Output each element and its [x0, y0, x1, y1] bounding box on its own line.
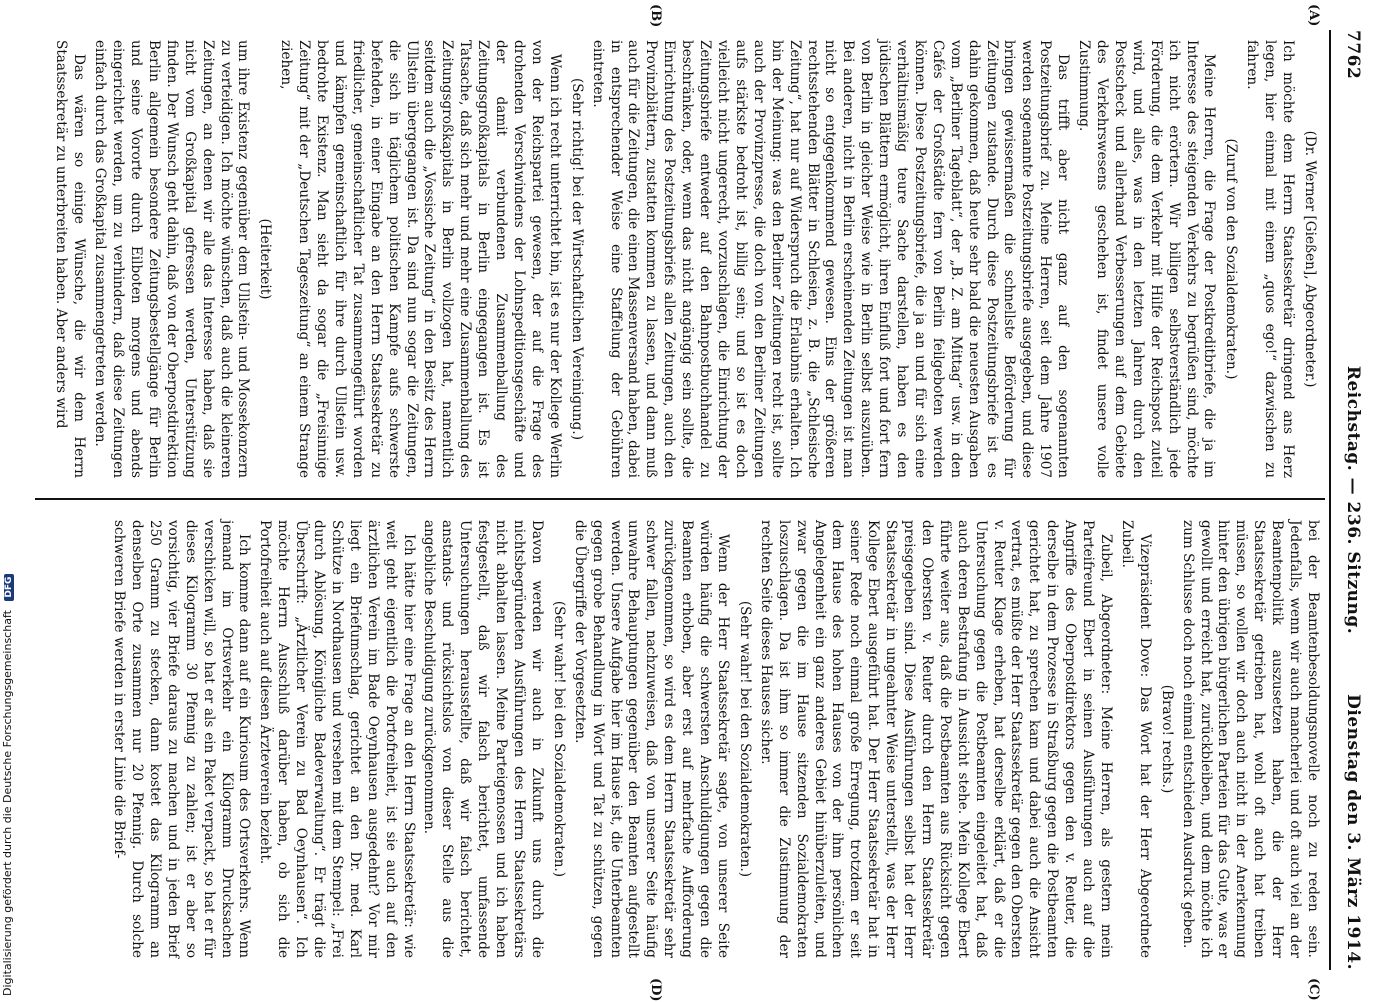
margin-mark-a: (A)	[1306, 4, 1321, 27]
paragraph: um ihre Existenz gegenüber dem Ullstein- und Mossekonzern zu verteidigen. Ich möchte wünschen, daß auch die kleineren Zeitungen, an denen wir alle das Interesse haben, daß sie nicht vom Großkapital gefressen werden, Unterstützung finden. Der Wunsch geht dahin, daß von der Oberpostdirektion Berlin allgemein besondere Zeitungsbestellgänge für Berlin und seine Vororte durch Eilboten morgens und abends eingerichtet werden, um zu verhindern, daß diese Zeitungen einfach durch das Großkapital zusammengetreten werden.	[92, 40, 252, 478]
paragraph: Ich hätte hier eine Frage an den Herrn Staatssekretär: wie weit geht eigentlich die Portofreiheit, ist sie auch auf den ärztlichen Verein im Bade Oeynhausen ausgedehnt? Vor mir liegt ein Briefumschlag, gerichtet an den Dr. med. Karl Schütze in Nordhausen und versehen mit dem Stempel: „Frei durch Ablösung, Königliche Badeverwaltung“. Er trägt die Überschrift: „Ärztlicher Verein zu Bad Oeynhausen“. Ich möchte Herrn Ausschluß darüber haben, ob sich die Portofreiheit auch auf diesen Ärzteverein bezieht.	[257, 520, 417, 958]
paragraph: Davon werden wir auch in Zukunft uns durch die nichtsbegründeten Ausführungen des Herrn Staatssekretärs nicht abhalten lassen. Meine Parteigenossen und ich haben festgestellt, daß wir falsch berichtet, umfassende Untersuchungen herausstellte, daß wir falsch berichtet, anstands- und rücksichtslos von dieser Stelle aus die angebliche Beschuldigung zurückgenommen.	[421, 520, 545, 958]
right-column	[106, 520, 1321, 958]
interjection: (Zuruf von den Sozialdemokraten.)	[1223, 138, 1240, 380]
credit-text: Digitalisierung gefördert durch die Deutsche Forschungsgemeinschaft	[1, 610, 14, 996]
paragraph: Ich komme dann auf ein Kuriosum des Ortsverkehrs. Wenn jemand im Ortsverkehr ein Kilogramm Drucksachen verschicken will, so hat er als ein Paket verpackt, so hat er für dieses Kilogramm 30 Pfennig zu zahlen; ist er aber so vorsichtig, vier Briefe daraus zu machen und in jeden Brief 250 Gramm zu stecken, dann kostet das Kilogramm an denselben Orte zusammen nur 20 Pfennig. Durch solche schweren Briefe werden in erster Linie die Brief-	[111, 520, 253, 958]
digitization-credit	[1, 574, 14, 996]
paragraph: Wenn ich recht unterrichtet bin, ist es nur der Kollege Werlin von der Reichspartei gewesen, der auf die Frage des drohenden Verschwindens der Lohnspeditionsgeschäfte und der damit verbundenen Zusammenballung des Zeitungsgroßkapitals in Berlin eingegangen ist. Es ist Tatsache, daß sich mehr und mehr eine Zusammenballung des Zeitungsgroßkapitals in Berlin vollzogen hat, namentlich seitdem auch die „Vossische Zeitung“ in den Besitz des Herrn Ullstein übergegangen ist. Da sind nun sogar die Zeitungen, die sich in täglichem politischen Kampfe aufs schwerste befehden, in einer Eingabe an den Herrn Staatssekretär zu friedlicher, gemeinschaftlicher Tat zusammengeführt worden und kämpfen gemeinschaftlich für ihre durch Ullstein usw. bedrohte Existenz. Man sieht da sogar die „Freisinnige Zeitung“ mit der „Deutschen Tageszeitung“ an einem Strange ziehen,	[278, 40, 563, 478]
paragraph: Meine Herren, die Frage der Postkreditbriefe, die ja im Interesse des steigenden Verkehrs zu begrüßen sind, möchte ich nicht erörtern. Wir billigen selbstverständlich jede Förderung, die dem Verkehr mit Hilfe der Reichspost zuteil wird, und alles, was in den letzten Jahren durch den Postscheck und allerhand Verbesserungen auf dem Gebiete des Verkehrswesens geschehen ist, findet unsere volle Zustimmung.	[1076, 40, 1218, 478]
interjection: (Sehr richtig! bei der Wirtschaftlichen Vereinigung.)	[568, 77, 585, 441]
paragraph: Wenn der Herr Staatssekretär sagte, von unserer Seite würden häufig die schwersten Anschuldigungen gegen die Beamten erhoben, aber erst auf mehrfache Aufforderung zurückgenommen, so wird es dem Herrn Staatssekretär sehr schwer fallen, nachzuweisen, daß von unserer Seite häufig unwahre Behauptungen gegenüber den Beamten aufgestellt werden. Unsere Aufgabe hier im Hause ist, die Unterbeamten gegen grobe Behandlung in Wort und Tat zu schützen, gegen die Übergriffe der Vorgesetzten.	[571, 520, 731, 958]
column-divider	[35, 498, 1325, 500]
paragraph: Zubeil, Abgeordneter: Meine Herren, als gestern mein Parteifreund Ebert in seinen Ausführungen auch auf die Angriffe des Oberpostdirektors gegen den v. Reuter, die derselbe in dem Prozesse in Straßburg gegen die Postbeamten gerichtet hat, zu sprechen kam und dabei auch die Ansicht vertrat, es müßte der Herr Staatssekretär gegen den Obersten v. Reuter Klage erheben, hat derselbe erklärt, daß er die Untersuchung gegen die Postbeamten eingeleitet hat, daß auch deren Bestrafung in Aussicht stehe. Mein Kollege Ebert führte weiter aus, daß die Postbeamten aus Rücksicht gegen den Obersten v. Reuter durch den Herrn Staatssekretär preisgegeben sind. Diese Ausführungen selbst hat der Herr Staatssekretär in ungeahnter Weise unterstellt, was der Herr Kollege Ebert ausgeführt hat. Der Herr Staatssekretär hat in seiner Rede noch einmal große Erregung, trotzdem er seit dem Hause des hohen Hauses von der ihm persönlichen Angelegenheit ein ganz anderes Gebiet hinüberzuleiten, und zwar gegen die im Hause sitzenden Sozialdemokraten loszuschlagen. Da ist ihm so immer die Zustimmung der rechten Seite dieses Hauses sicher.	[757, 520, 1115, 958]
speaker-line: (Dr. Werner [Gießen], Abgeordneter.)	[1302, 130, 1318, 388]
paragraph: Das trifft aber nicht ganz auf den sogenannten Postzeitungsbrief zu. Meine Herren, seit dem Jahre 1907 werden sogenannte Postzeitungsbriefe ausgegeben, und diese bringen gewissermaßen die schnellste Beförderung für Zeitungen zustande. Durch diese Postzeitungsbriefe ist es dahin gekommen, daß heute sehr bald die neuesten Ausgaben vom „Berliner Tageblatt“, der „B. Z. am Mittag“ usw. in den Cafés der Großstädte fern von Berlin feilgeboten werden können. Diese Postzeitungsbriefe, die ja an und für sich eine verhältnismäßig teure Sache darstellen, haben es den jüdischen Blättern ermöglicht, ihren Einfluß fort und fort fern von Berlin in gleicher Weise wie in Berlin selbst auszuüben. Bei anderen, nicht in Berlin erscheinenden Zeitungen ist man nicht so entgegenkommend gewesen. Eins der größeren rechtsstehenden Blätter in Schlesien, z. B. die „Schlesische Zeitung“, hat nur auf Widerspruch die Erlaubnis erhalten. Ich bin der Meinung: was den Berliner Zeitungen recht ist, sollte auch der Provinzpresse, die doch von den Berliner Zeitungen aufs stärkste bedroht ist, billig sein; und so ist es doch vielleicht nicht ungerecht, vorzuschlagen, die Einrichtung der Zeitungsbriefe entweder auf den Bahnpostbuchhandel zu beschränken, oder, wenn das nicht angängig sein sollte, die Einrichtung des Postzeitungsbriefs allen Zeitungen, auch den Provinzblättern, zustatten kommen zu lassen, und dann muß auch für die Zeitungen, die einen Massenversand haben, dabei in entsprechender Weise eine Staffelung der Gebühren eintreten.	[589, 40, 1072, 478]
margin-mark-c: (C)	[1306, 978, 1321, 1001]
session-date: Dienstag den 3. März 1914.	[1343, 694, 1363, 970]
interjection: (Heiterkeit)	[257, 218, 274, 300]
paragraph: Das wären so einige Wünsche, die wir dem Herrn Staatssekretär zu unterbreiten haben. Aber anders wird	[53, 40, 88, 478]
page-number: 7762	[1343, 30, 1363, 80]
margin-mark-d: (D)	[648, 978, 663, 1002]
paragraph: Ich möchte dem Herrn Staatssekretär dringend ans Herz legen, hier einmal mit einem „quos ego!“ dazwischen zu fahren.	[1244, 40, 1297, 478]
paragraph: bei der Beamtenbesoldungsnovelle noch zu reden sein. Jedenfalls, wenn wir auch mancherlei und oft auch viel an der Beamtenpolitik auszusetzen haben, die der Herr Staatssekretär getrieben hat, wohl oft auch hat treiben müssen, so wollen wir doch auch nicht in der Anerkennung hinter den übrigen bürgerlichen Parteien für das Gute, was er gewollt und erreicht hat, zurückbleiben, und dem möchte ich zum Schlusse doch noch einmal entschieden Ausdruck geben.	[1179, 520, 1321, 958]
page-header	[1337, 30, 1367, 970]
interjection: (Sehr wahr! bei den Sozialdemokraten.)	[550, 600, 567, 878]
margin-mark-b: (B)	[648, 4, 663, 28]
running-title: Reichstag. — 236. Sitzung.	[1343, 365, 1363, 635]
left-column	[48, 40, 1321, 478]
paragraph: Vizepräsident Dove: Das Wort hat der Herr Abgeordnete Zubeil.	[1118, 520, 1153, 958]
interjection: (Bravo! rechts.)	[1158, 684, 1175, 794]
header-rule	[1329, 30, 1331, 970]
dfg-logo-icon: DFG	[4, 574, 14, 601]
interjection: (Sehr wahr! bei den Sozialdemokraten.)	[736, 600, 753, 878]
